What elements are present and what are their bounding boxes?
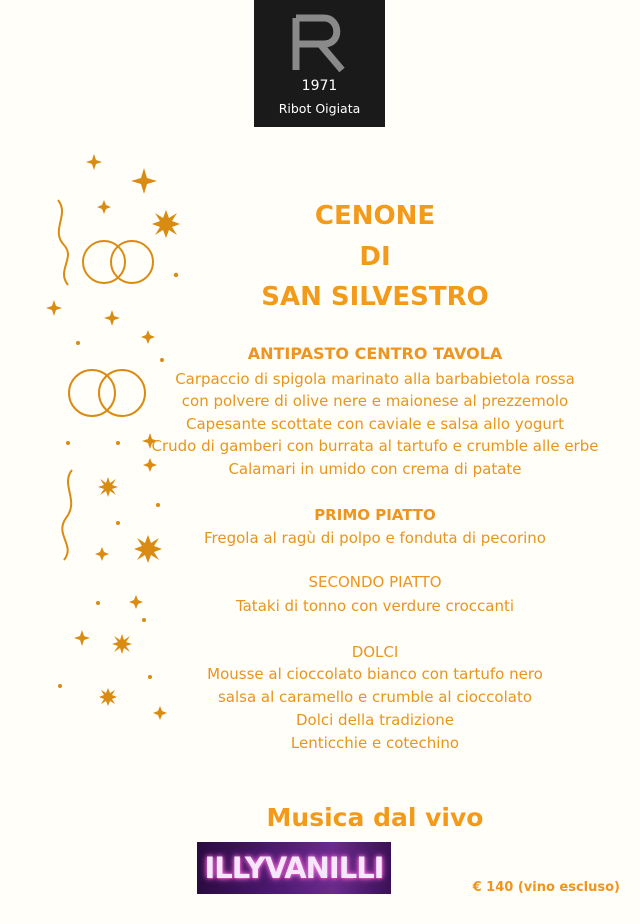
section-title-antipasto: ANTIPASTO CENTRO TAVOLA xyxy=(247,344,503,363)
live-music-heading: Musica dal vivo xyxy=(266,803,484,832)
title-line-1: CENONE xyxy=(314,201,436,231)
menu-item: Dolci della tradizione xyxy=(295,711,454,729)
logo-year: 1971 xyxy=(301,78,338,94)
section-title-dolci: DOLCI xyxy=(351,643,399,661)
menu-item: salsa al caramello e crumble al cioccolato xyxy=(217,688,533,706)
menu-item: Crudo di gamberi con burrata al tartufo e crumble alle erbe xyxy=(151,437,599,455)
price-label: € 140 (vino escluso) xyxy=(472,880,620,895)
section-title-secondo: SECONDO PIATTO xyxy=(308,573,442,591)
logo-name: Ribot Oigiata xyxy=(278,101,361,116)
restaurant-logo xyxy=(254,0,385,127)
section-title-primo: PRIMO PIATTO xyxy=(314,506,436,524)
logo-r-mark xyxy=(290,14,350,72)
band-name: ILLYVANILLI xyxy=(204,851,384,885)
menu-item: Carpaccio di spigola marinato alla barbabietola rossa xyxy=(175,370,575,388)
menu-item: Tataki di tonno con verdure croccanti xyxy=(235,597,515,615)
menu-item: Lenticchie e cotechino xyxy=(290,734,460,752)
menu-item: Capesante scottate con caviale e salsa allo yogurt xyxy=(186,415,564,433)
menu-item: Mousse al cioccolato bianco con tartufo nero xyxy=(207,665,543,683)
band-logo xyxy=(197,842,391,894)
menu-item: Fregola al ragù di polpo e fonduta di pecorino xyxy=(204,529,546,547)
menu-item: con polvere di olive nere e maionese al prezzemolo xyxy=(181,392,569,410)
title-line-2: DI xyxy=(359,242,391,272)
title-line-3: SAN SILVESTRO xyxy=(261,282,489,312)
menu-item: Calamari in umido con crema di patate xyxy=(228,460,522,478)
